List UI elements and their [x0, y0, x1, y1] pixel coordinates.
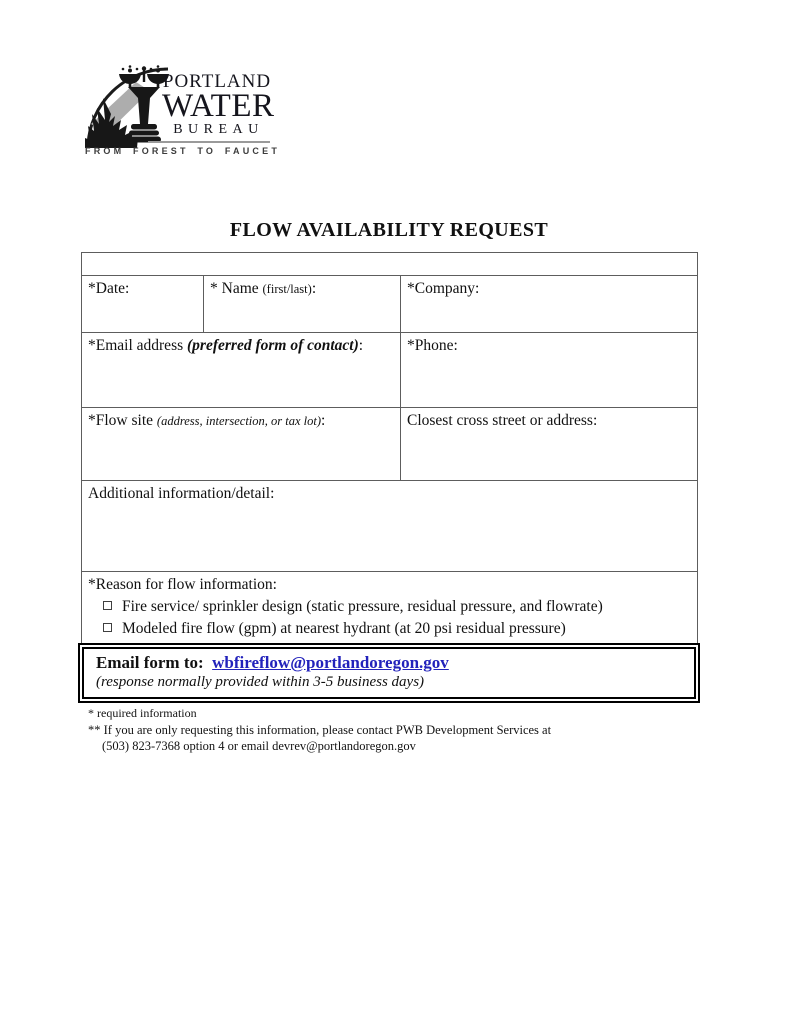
- name-field-cell[interactable]: [204, 276, 401, 333]
- spacer-cell: [82, 253, 698, 276]
- flow-site-colon: :: [321, 412, 326, 429]
- table-row: [82, 333, 698, 408]
- flow-site-label: *Flow site: [88, 412, 154, 429]
- table-row: [82, 481, 698, 572]
- table-row: [82, 253, 698, 276]
- logo-tagline: FROM FOREST TO FAUCET: [85, 146, 281, 156]
- date-label: *Date:: [88, 280, 130, 297]
- pwb-logo: [84, 62, 284, 158]
- flow-site-hint: (address, intersection, or tax lot): [156, 414, 322, 428]
- name-label: * Name: [210, 280, 259, 297]
- company-field-cell[interactable]: [401, 276, 698, 333]
- company-label: *Company:: [407, 280, 480, 297]
- additional-info-label: Additional information/detail:: [88, 485, 275, 502]
- reason-option-modeled-fire-flow: [103, 620, 691, 639]
- reason-option-fire-service: [103, 598, 691, 617]
- phone-field-cell[interactable]: [401, 333, 698, 408]
- email-to-label: Email form to:: [96, 653, 204, 672]
- additional-info-field-cell[interactable]: [82, 481, 698, 572]
- footnotes: [88, 706, 551, 754]
- flow-site-field-cell[interactable]: [82, 408, 401, 481]
- wordmark-bureau: BUREAU: [173, 122, 264, 138]
- footnote-contact-line1: ** If you are only requesting this information, please contact PWB Development Services at: [88, 722, 552, 737]
- phone-label: *Phone:: [407, 337, 458, 354]
- submit-email-link[interactable]: wbfireflow@portlandoregon.gov: [212, 653, 449, 672]
- footnote-required: * required information: [88, 706, 197, 720]
- cross-street-field-cell[interactable]: [401, 408, 698, 481]
- name-colon: :: [311, 280, 317, 297]
- response-time-note: (response normally provided within 3-5 business days): [96, 674, 425, 690]
- submit-instructions-inner: [82, 647, 696, 699]
- reason-option-label: Fire service/ sprinkler design (static pressure, residual pressure, and flowrate): [122, 597, 603, 615]
- reason-label: *Reason for flow information:: [88, 576, 277, 593]
- email-label: *Email address: [88, 337, 184, 354]
- table-row: [82, 276, 698, 333]
- flow-request-table: [81, 252, 698, 670]
- wordmark-water: WATER: [162, 88, 275, 124]
- email-to-line: [96, 653, 682, 673]
- submit-instructions-box: [78, 643, 700, 703]
- reason-option-label: Modeled fire flow (gpm) at nearest hydrant (at 20 psi residual pressure): [122, 620, 566, 638]
- email-colon: :: [358, 337, 364, 354]
- cross-street-label: Closest cross street or address:: [407, 412, 598, 429]
- table-row: [82, 408, 698, 481]
- name-hint: (first/last): [262, 282, 312, 296]
- email-hint: (preferred form of contact): [187, 337, 359, 354]
- footnote-contact-line2: (503) 823-7368 option 4 or email devrev@portlandoregon.gov: [102, 738, 416, 753]
- checkbox-fire-service[interactable]: [103, 601, 112, 610]
- logo-divider-rule: [148, 141, 270, 143]
- wordmark-portland: PORTLAND: [162, 71, 272, 92]
- checkbox-modeled-fire-flow[interactable]: [103, 623, 112, 632]
- page-title: FLOW AVAILABILITY REQUEST: [229, 219, 549, 241]
- email-field-cell[interactable]: [82, 333, 401, 408]
- date-field-cell[interactable]: [82, 276, 204, 333]
- pwb-wordmark: [162, 71, 275, 138]
